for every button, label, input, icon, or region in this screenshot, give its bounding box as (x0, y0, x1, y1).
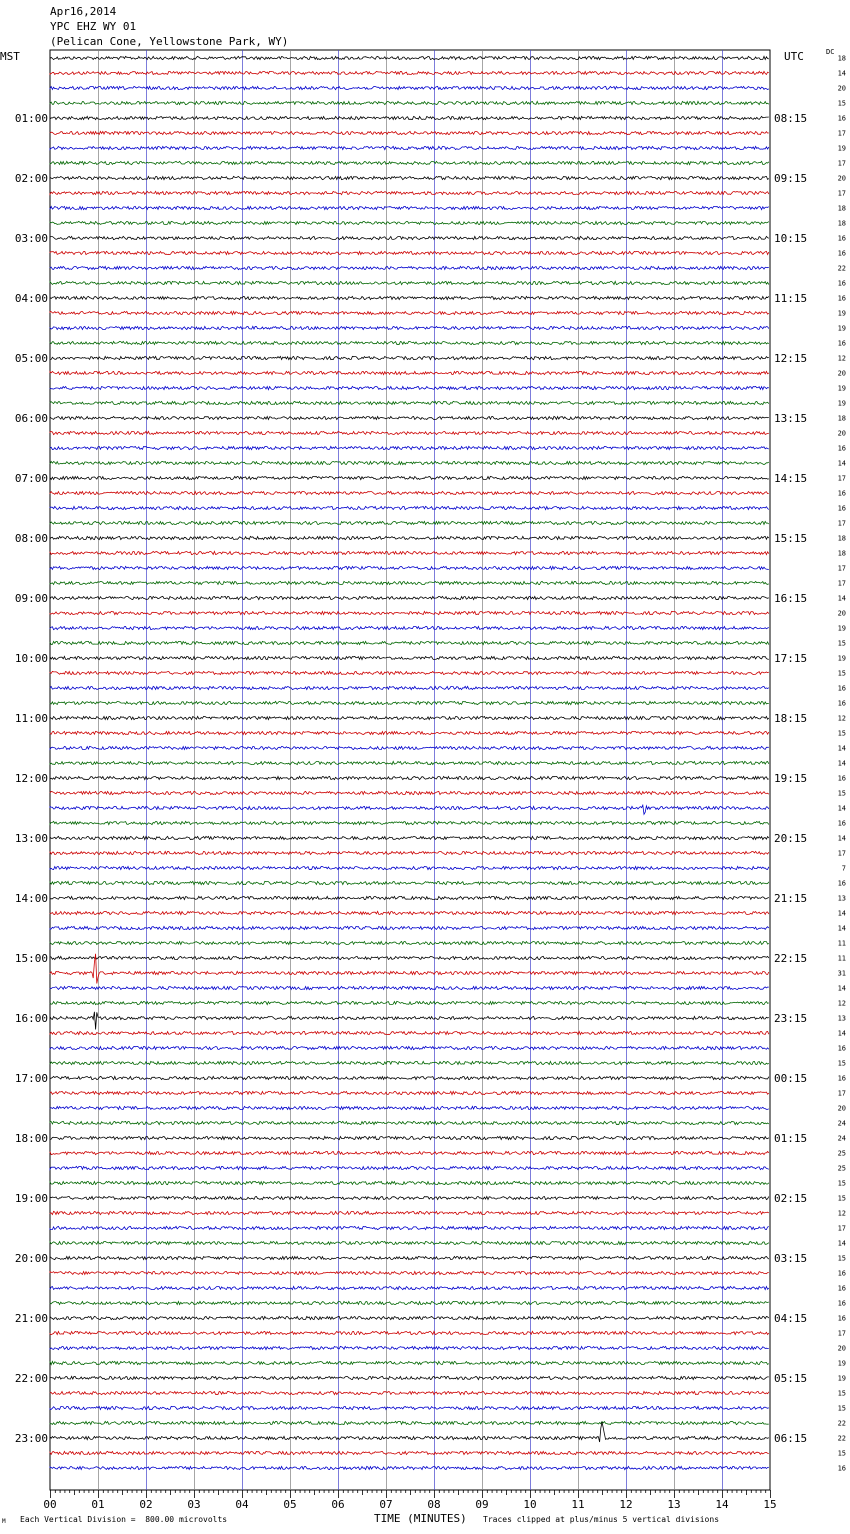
trace-line (50, 716, 769, 719)
right-hour-label: 10:15 (774, 232, 808, 245)
dc-offset-value: 16 (837, 504, 846, 513)
dc-offset-value: 14 (837, 984, 846, 993)
dc-offset-value: 22 (837, 1419, 846, 1428)
dc-offset-value: 15 (837, 1404, 846, 1413)
right-hour-label: 16:15 (774, 592, 808, 605)
dc-offset-value: 14 (837, 69, 846, 78)
trace-line (50, 581, 769, 584)
right-hour-label: 06:15 (774, 1432, 808, 1445)
right-hour-label: 23:15 (774, 1012, 808, 1025)
trace-line (50, 446, 769, 449)
dc-offset-value: 16 (837, 1044, 846, 1053)
dc-offset-value: 19 (837, 624, 846, 633)
trace-line (50, 56, 769, 59)
trace-line (50, 1091, 769, 1094)
trace-line (50, 911, 769, 914)
dc-offset-value: 17 (837, 129, 846, 138)
trace-line (50, 236, 769, 239)
x-tick-label: 07 (379, 1498, 393, 1511)
left-hour-label: 20:00 (14, 1252, 48, 1265)
trace-line (50, 1181, 769, 1184)
dc-offset-value: 17 (837, 1224, 846, 1233)
trace-line (50, 941, 769, 944)
dc-offset-value: 19 (837, 384, 846, 393)
left-hour-label: 17:00 (14, 1072, 48, 1085)
trace-line (50, 671, 769, 674)
dc-offset-value: 17 (837, 189, 846, 198)
right-hour-label: 18:15 (774, 712, 808, 725)
dc-offset-value: 20 (837, 1104, 846, 1113)
trace-line (50, 836, 769, 839)
left-hour-label: 03:00 (14, 232, 48, 245)
left-hour-label: 08:00 (14, 532, 48, 545)
trace-line (50, 881, 769, 884)
x-tick-label: 15 (763, 1498, 777, 1511)
trace-line (50, 821, 769, 824)
dc-offset-value: 14 (837, 834, 846, 843)
dc-offset-value: 14 (837, 744, 846, 753)
dc-offset-value: 16 (837, 489, 846, 498)
dc-offset-value: 7 (841, 864, 846, 873)
trace-line (50, 281, 769, 284)
left-hour-label: 12:00 (14, 772, 48, 785)
trace-line (50, 896, 769, 899)
dc-offset-value: 17 (837, 579, 846, 588)
dc-offset-value: 16 (837, 1284, 846, 1293)
dc-offset-value: 12 (837, 714, 846, 723)
trace-line (50, 1001, 769, 1004)
trace-line (50, 116, 769, 119)
trace-line (50, 221, 769, 224)
dc-offset-value: 19 (837, 144, 846, 153)
dc-offset-value: 13 (837, 894, 846, 903)
trace-line (50, 431, 769, 434)
trace-line (50, 866, 769, 869)
trace-line (50, 641, 769, 644)
trace-line (50, 926, 769, 929)
trace-line (50, 566, 769, 569)
left-hour-label: 11:00 (14, 712, 48, 725)
trace-line (50, 686, 769, 689)
left-hour-label: 21:00 (14, 1312, 48, 1325)
station-location: (Pelican Cone, Yellowstone Park, WY) (50, 35, 289, 48)
trace-line (50, 626, 769, 629)
trace-line (50, 1166, 769, 1169)
trace-line (50, 1361, 769, 1364)
trace-line (50, 596, 769, 599)
dc-offset-value: 17 (837, 1329, 846, 1338)
right-hour-label: 15:15 (774, 532, 808, 545)
dc-offset-value: 25 (837, 1164, 846, 1173)
trace-line (50, 1061, 769, 1064)
dc-offset-value: 18 (837, 549, 846, 558)
left-hour-label: 22:00 (14, 1372, 48, 1385)
dc-offset-value: 22 (837, 264, 846, 273)
trace-line (50, 461, 769, 464)
right-hour-label: 20:15 (774, 832, 808, 845)
right-hour-label: 03:15 (774, 1252, 808, 1265)
trace-line (50, 1406, 769, 1409)
dc-offset-value: 18 (837, 54, 846, 63)
dc-offset-value: 16 (837, 879, 846, 888)
x-tick-label: 10 (523, 1498, 537, 1511)
x-tick-label: 06 (331, 1498, 345, 1511)
left-hour-label: 19:00 (14, 1192, 48, 1205)
trace-line (50, 1331, 769, 1334)
trace-line (50, 491, 769, 494)
dc-offset-value: 16 (837, 249, 846, 258)
dc-offset-value: 16 (837, 819, 846, 828)
dc-offset-value: 12 (837, 354, 846, 363)
left-hour-label: 05:00 (14, 352, 48, 365)
dc-offset-value: 19 (837, 1359, 846, 1368)
dc-offset-value: 19 (837, 1374, 846, 1383)
trace-line (50, 266, 769, 269)
trace-line (50, 986, 769, 989)
trace-line (50, 551, 769, 554)
trace-line (50, 146, 769, 149)
trace-line (50, 401, 769, 404)
dc-offset-value: 15 (837, 729, 846, 738)
clip-note: Traces clipped at plus/minus 5 vertical divisions (483, 1515, 720, 1524)
dc-offset-value: 19 (837, 324, 846, 333)
trace-line (50, 416, 769, 419)
trace-line (50, 1466, 769, 1469)
dc-offset-value: 20 (837, 1344, 846, 1353)
trace-line (50, 341, 769, 344)
trace-line (50, 131, 769, 134)
dc-offset-value: 22 (837, 1434, 846, 1443)
left-timezone-label: MST (0, 50, 20, 63)
dc-offset-value: 16 (837, 279, 846, 288)
right-hour-label: 09:15 (774, 172, 808, 185)
dc-offset-value: 15 (837, 669, 846, 678)
dc-offset-value: 19 (837, 654, 846, 663)
dc-offset-value: 25 (837, 1149, 846, 1158)
trace-line (50, 1076, 769, 1079)
trace-line (50, 326, 769, 329)
dc-offset-value: 24 (837, 1134, 846, 1143)
trace-line (50, 701, 769, 704)
trace-line (50, 1256, 769, 1259)
dc-offset-value: 15 (837, 789, 846, 798)
dc-offset-value: 14 (837, 594, 846, 603)
trace-line (50, 296, 769, 299)
x-tick-label: 11 (571, 1498, 585, 1511)
dc-offset-value: 16 (837, 339, 846, 348)
dc-offset-value: 16 (837, 1464, 846, 1473)
trace-line (50, 1046, 769, 1049)
left-hour-label: 07:00 (14, 472, 48, 485)
trace-line (50, 761, 769, 764)
dc-offset-value: 15 (837, 639, 846, 648)
right-hour-label: 13:15 (774, 412, 808, 425)
dc-offset-value: 16 (837, 444, 846, 453)
right-hour-label: 02:15 (774, 1192, 808, 1205)
trace-line (50, 356, 769, 359)
trace-line (50, 1422, 769, 1442)
dc-offset-value: 16 (837, 684, 846, 693)
dc-offset-value: 16 (837, 1299, 846, 1308)
vertical-scale-note: Each Vertical Division = 800.00 microvolts (20, 1515, 228, 1524)
trace-line (50, 536, 769, 539)
dc-offset-value: 20 (837, 369, 846, 378)
dc-offset-value: 16 (837, 774, 846, 783)
dc-offset-value: 11 (837, 954, 846, 963)
trace-line (50, 191, 769, 194)
right-hour-label: 22:15 (774, 952, 808, 965)
x-tick-label: 12 (619, 1498, 633, 1511)
dc-offset-value: 14 (837, 909, 846, 918)
trace-line (50, 1031, 769, 1034)
dc-offset-value: 15 (837, 1449, 846, 1458)
left-hour-label: 02:00 (14, 172, 48, 185)
right-hour-label: 11:15 (774, 292, 808, 305)
dc-offset-value: 15 (837, 99, 846, 108)
trace-line (50, 1391, 769, 1394)
x-tick-label: 09 (475, 1498, 489, 1511)
left-hour-label: 01:00 (14, 112, 48, 125)
dc-offset-value: 18 (837, 534, 846, 543)
dc-offset-value: 16 (837, 1314, 846, 1323)
trace-line (50, 251, 769, 254)
trace-line (50, 71, 769, 74)
trace-line (50, 1211, 769, 1214)
trace-line (50, 1421, 769, 1424)
dc-offset-value: 20 (837, 609, 846, 618)
trace-line (50, 1121, 769, 1124)
trace-line (50, 1226, 769, 1229)
trace-line (50, 776, 769, 779)
dc-offset-value: 14 (837, 459, 846, 468)
trace-line (50, 611, 769, 614)
trace-line (50, 851, 769, 854)
dc-offset-value: 16 (837, 1269, 846, 1278)
dc-offset-value: 16 (837, 1074, 846, 1083)
left-hour-label: 10:00 (14, 652, 48, 665)
left-hour-label: 06:00 (14, 412, 48, 425)
trace-line (50, 1316, 769, 1319)
dc-offset-value: 19 (837, 309, 846, 318)
trace-line (50, 1012, 769, 1030)
trace-line (50, 956, 769, 959)
trace-line (50, 1271, 769, 1274)
dc-offset-value: 15 (837, 1059, 846, 1068)
dc-offset-value: 14 (837, 1239, 846, 1248)
right-hour-label: 00:15 (774, 1072, 808, 1085)
trace-line (50, 1106, 769, 1109)
trace-line (50, 1196, 769, 1199)
right-hour-label: 19:15 (774, 772, 808, 785)
plot-date: Apr16,2014 (50, 5, 117, 18)
dc-offset-value: 17 (837, 159, 846, 168)
trace-line (50, 791, 769, 794)
trace-line (50, 386, 769, 389)
trace-line (50, 805, 769, 814)
x-tick-label: 01 (91, 1498, 105, 1511)
x-tick-label: 14 (715, 1498, 729, 1511)
dc-offset-value: 15 (837, 1389, 846, 1398)
dc-offset-value: 31 (837, 969, 846, 978)
left-hour-label: 04:00 (14, 292, 48, 305)
left-hour-label: 15:00 (14, 952, 48, 965)
x-tick-label: 04 (235, 1498, 249, 1511)
dc-offset-value: 16 (837, 294, 846, 303)
dc-offset-value: 24 (837, 1119, 846, 1128)
left-hour-label: 18:00 (14, 1132, 48, 1145)
dc-offset-value: 13 (837, 1014, 846, 1023)
trace-line (50, 656, 769, 659)
right-hour-label: 01:15 (774, 1132, 808, 1145)
trace-line (50, 371, 769, 374)
dc-offset-value: 17 (837, 1089, 846, 1098)
dc-offset-value: 17 (837, 564, 846, 573)
trace-line (50, 1241, 769, 1244)
x-tick-label: 13 (667, 1498, 681, 1511)
x-tick-label: 05 (283, 1498, 297, 1511)
trace-line (50, 1346, 769, 1349)
dc-offset-label: DC (826, 48, 835, 56)
right-hour-label: 08:15 (774, 112, 808, 125)
dc-offset-value: 18 (837, 414, 846, 423)
dc-offset-value: 16 (837, 699, 846, 708)
x-axis-title: TIME (MINUTES) (374, 1512, 467, 1525)
dc-offset-value: 17 (837, 519, 846, 528)
dc-offset-value: 20 (837, 84, 846, 93)
dc-offset-value: 18 (837, 204, 846, 213)
dc-offset-value: 14 (837, 804, 846, 813)
trace-line (50, 206, 769, 209)
trace-line (50, 746, 769, 749)
trace-line (50, 86, 769, 89)
dc-offset-value: 15 (837, 1194, 846, 1203)
left-hour-label: 14:00 (14, 892, 48, 905)
dc-offset-value: 11 (837, 939, 846, 948)
dc-offset-value: 18 (837, 219, 846, 228)
station-code: YPC EHZ WY 01 (50, 20, 137, 33)
right-hour-label: 17:15 (774, 652, 808, 665)
trace-line (50, 1301, 769, 1304)
dc-offset-value: 20 (837, 174, 846, 183)
right-timezone-label: UTC (784, 50, 804, 63)
dc-offset-value: 19 (837, 399, 846, 408)
left-hour-label: 09:00 (14, 592, 48, 605)
trace-line (50, 176, 769, 179)
trace-line (50, 1136, 769, 1139)
left-hour-label: 13:00 (14, 832, 48, 845)
trace-line (50, 1286, 769, 1289)
dc-offset-value: 20 (837, 429, 846, 438)
dc-offset-value: 16 (837, 234, 846, 243)
trace-line (50, 731, 769, 734)
left-hour-label: 16:00 (14, 1012, 48, 1025)
trace-line (50, 161, 769, 164)
dc-offset-value: 16 (837, 114, 846, 123)
dc-offset-value: 15 (837, 1254, 846, 1263)
dc-offset-value: 15 (837, 1179, 846, 1188)
x-tick-label: 00 (43, 1498, 57, 1511)
left-hour-label: 23:00 (14, 1432, 48, 1445)
trace-line (50, 1376, 769, 1379)
dc-offset-value: 14 (837, 1029, 846, 1038)
dc-offset-value: 14 (837, 924, 846, 933)
right-hour-label: 21:15 (774, 892, 808, 905)
right-hour-label: 12:15 (774, 352, 808, 365)
dc-offset-value: 12 (837, 1209, 846, 1218)
trace-line (50, 311, 769, 314)
right-hour-label: 05:15 (774, 1372, 808, 1385)
trace-line (50, 506, 769, 509)
dc-offset-value: 17 (837, 849, 846, 858)
dc-offset-value: 12 (837, 999, 846, 1008)
trace-line (50, 1151, 769, 1154)
x-tick-label: 02 (139, 1498, 153, 1511)
dc-offset-value: 14 (837, 759, 846, 768)
trace-line (50, 476, 769, 479)
footer-mark: M (2, 1518, 6, 1525)
trace-line (50, 521, 769, 524)
dc-offset-value: 17 (837, 474, 846, 483)
trace-line (50, 101, 769, 104)
right-hour-label: 04:15 (774, 1312, 808, 1325)
x-tick-label: 03 (187, 1498, 201, 1511)
x-tick-label: 08 (427, 1498, 441, 1511)
trace-line (50, 1451, 769, 1454)
right-hour-label: 14:15 (774, 472, 808, 485)
